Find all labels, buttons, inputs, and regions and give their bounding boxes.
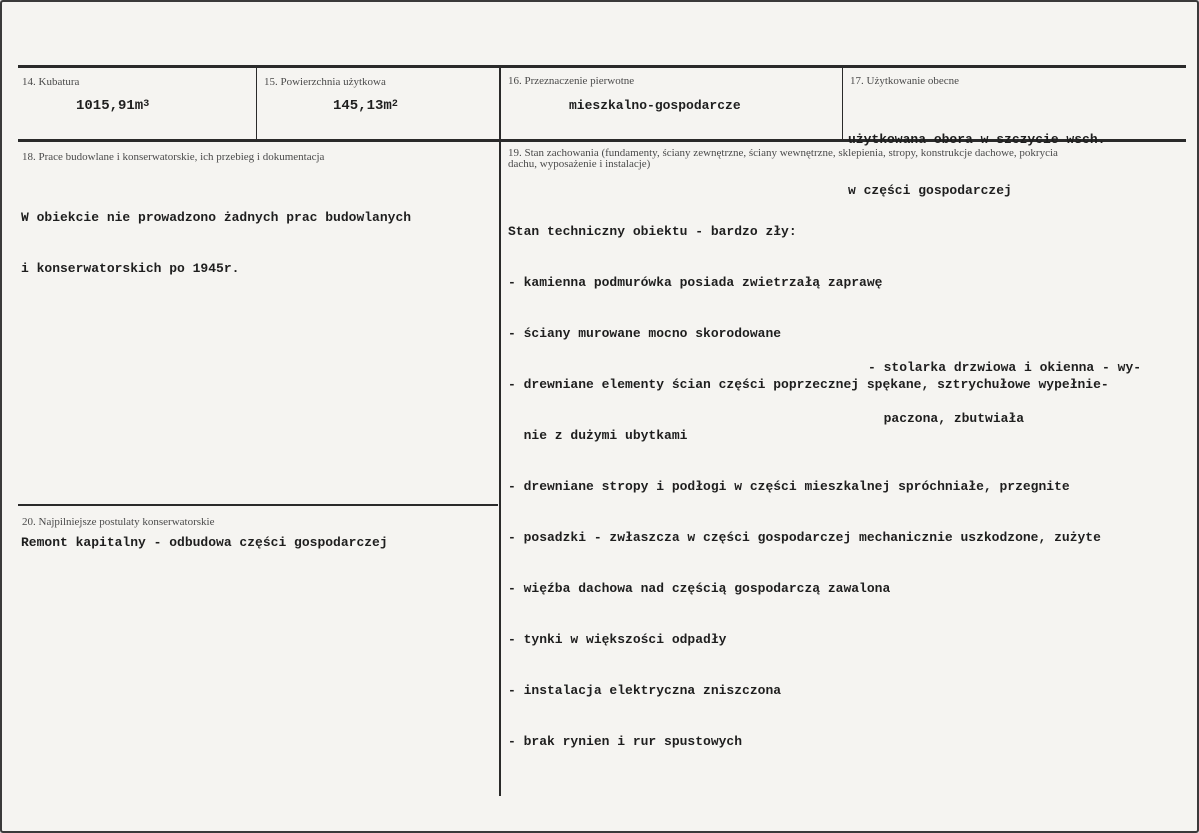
kubatura-value: $1015,91m^3$ <box>76 98 150 114</box>
prace-value <box>21 175 411 311</box>
uzytkowanie-line: w części gospodarczej <box>848 183 1012 198</box>
col-divider-2 <box>499 68 501 796</box>
stan-line: - drewniane stropy i podłogi w części mieszkalnej spróchniałe, przegnite <box>508 479 1070 494</box>
stan-line: - brak rynien i rur spustowych <box>508 734 743 749</box>
stan-line: - instalacja elektryczna zniszczona <box>508 683 782 698</box>
kubatura-unit-exponent: 3 <box>143 99 150 110</box>
stan-zachowania-label: 19. Stan zachowania (fundamenty, ściany zewnętrzne, ściany wewnętrzne, sklepienia, stropy, konstrukcje dachowe, pokrycia dachu, wyposażenie i instalacje) <box>508 147 1058 170</box>
powierzchnia-label: 15. Powierzchnia użytkowa <box>264 76 386 88</box>
left-section-rule <box>18 504 498 506</box>
uzytkowanie-label: 17. Użytkowanie obecne <box>850 75 960 87</box>
stan-line: - drewniane elementy ścian części poprzecznej spękane, sztrychułowe wypełnie- <box>508 377 1109 392</box>
prace-line: i konserwatorskich po 1945r. <box>21 261 240 276</box>
stan-line: - tynki w większości odpadły <box>508 632 727 647</box>
przeznaczenie-label: 16. Przeznaczenie pierwotne <box>508 75 635 87</box>
prace-line: W obiekcie nie prowadzono żadnych prac budowlanych <box>21 210 412 225</box>
stan-line: - więźba dachowa nad częścią gospodarczą zawalona <box>508 581 891 596</box>
stan-line: - kamienna podmurówka posiada zwietrzałą zaprawę <box>508 275 883 290</box>
stan-line: Stan techniczny obiektu - bardzo zły: <box>508 224 797 239</box>
top-rule <box>18 65 1186 68</box>
powierzchnia-unit-exponent: 2 <box>391 99 398 110</box>
stan-line: - posadzki - zwłaszcza w części gospodarczej mechanicznie uszkodzone, zużyte <box>508 530 1101 545</box>
col-divider-1 <box>256 68 257 139</box>
col-divider-3 <box>842 68 843 139</box>
przeznaczenie-value: mieszkalno-gospodarcze <box>569 98 741 113</box>
stan-line: nie z dużymi ubytkami <box>508 428 688 443</box>
prace-label: 18. Prace budowlane i konserwatorskie, ich przebieg i dokumentacja <box>22 151 325 163</box>
stan-zachowania-side-note <box>868 325 1141 461</box>
stan-zachowania-value <box>508 189 1109 784</box>
stan-line: - ściany murowane mocno skorodowane <box>508 326 782 341</box>
kubatura-label: 14. Kubatura <box>22 76 80 88</box>
powierzchnia-value: $145,13m^2$ <box>333 98 398 114</box>
stan-side-line: paczona, zbutwiała <box>868 411 1025 426</box>
postulaty-label: 20. Najpilniejsze postulaty konserwatorskie <box>22 516 215 528</box>
stan-side-line: - stolarka drzwiowa i okienna - wy- <box>868 360 1142 375</box>
uzytkowanie-line: użytkowana obora w szczycie wsch. <box>848 132 1106 147</box>
postulaty-value: Remont kapitalny - odbudowa części gospodarczej <box>21 535 388 550</box>
